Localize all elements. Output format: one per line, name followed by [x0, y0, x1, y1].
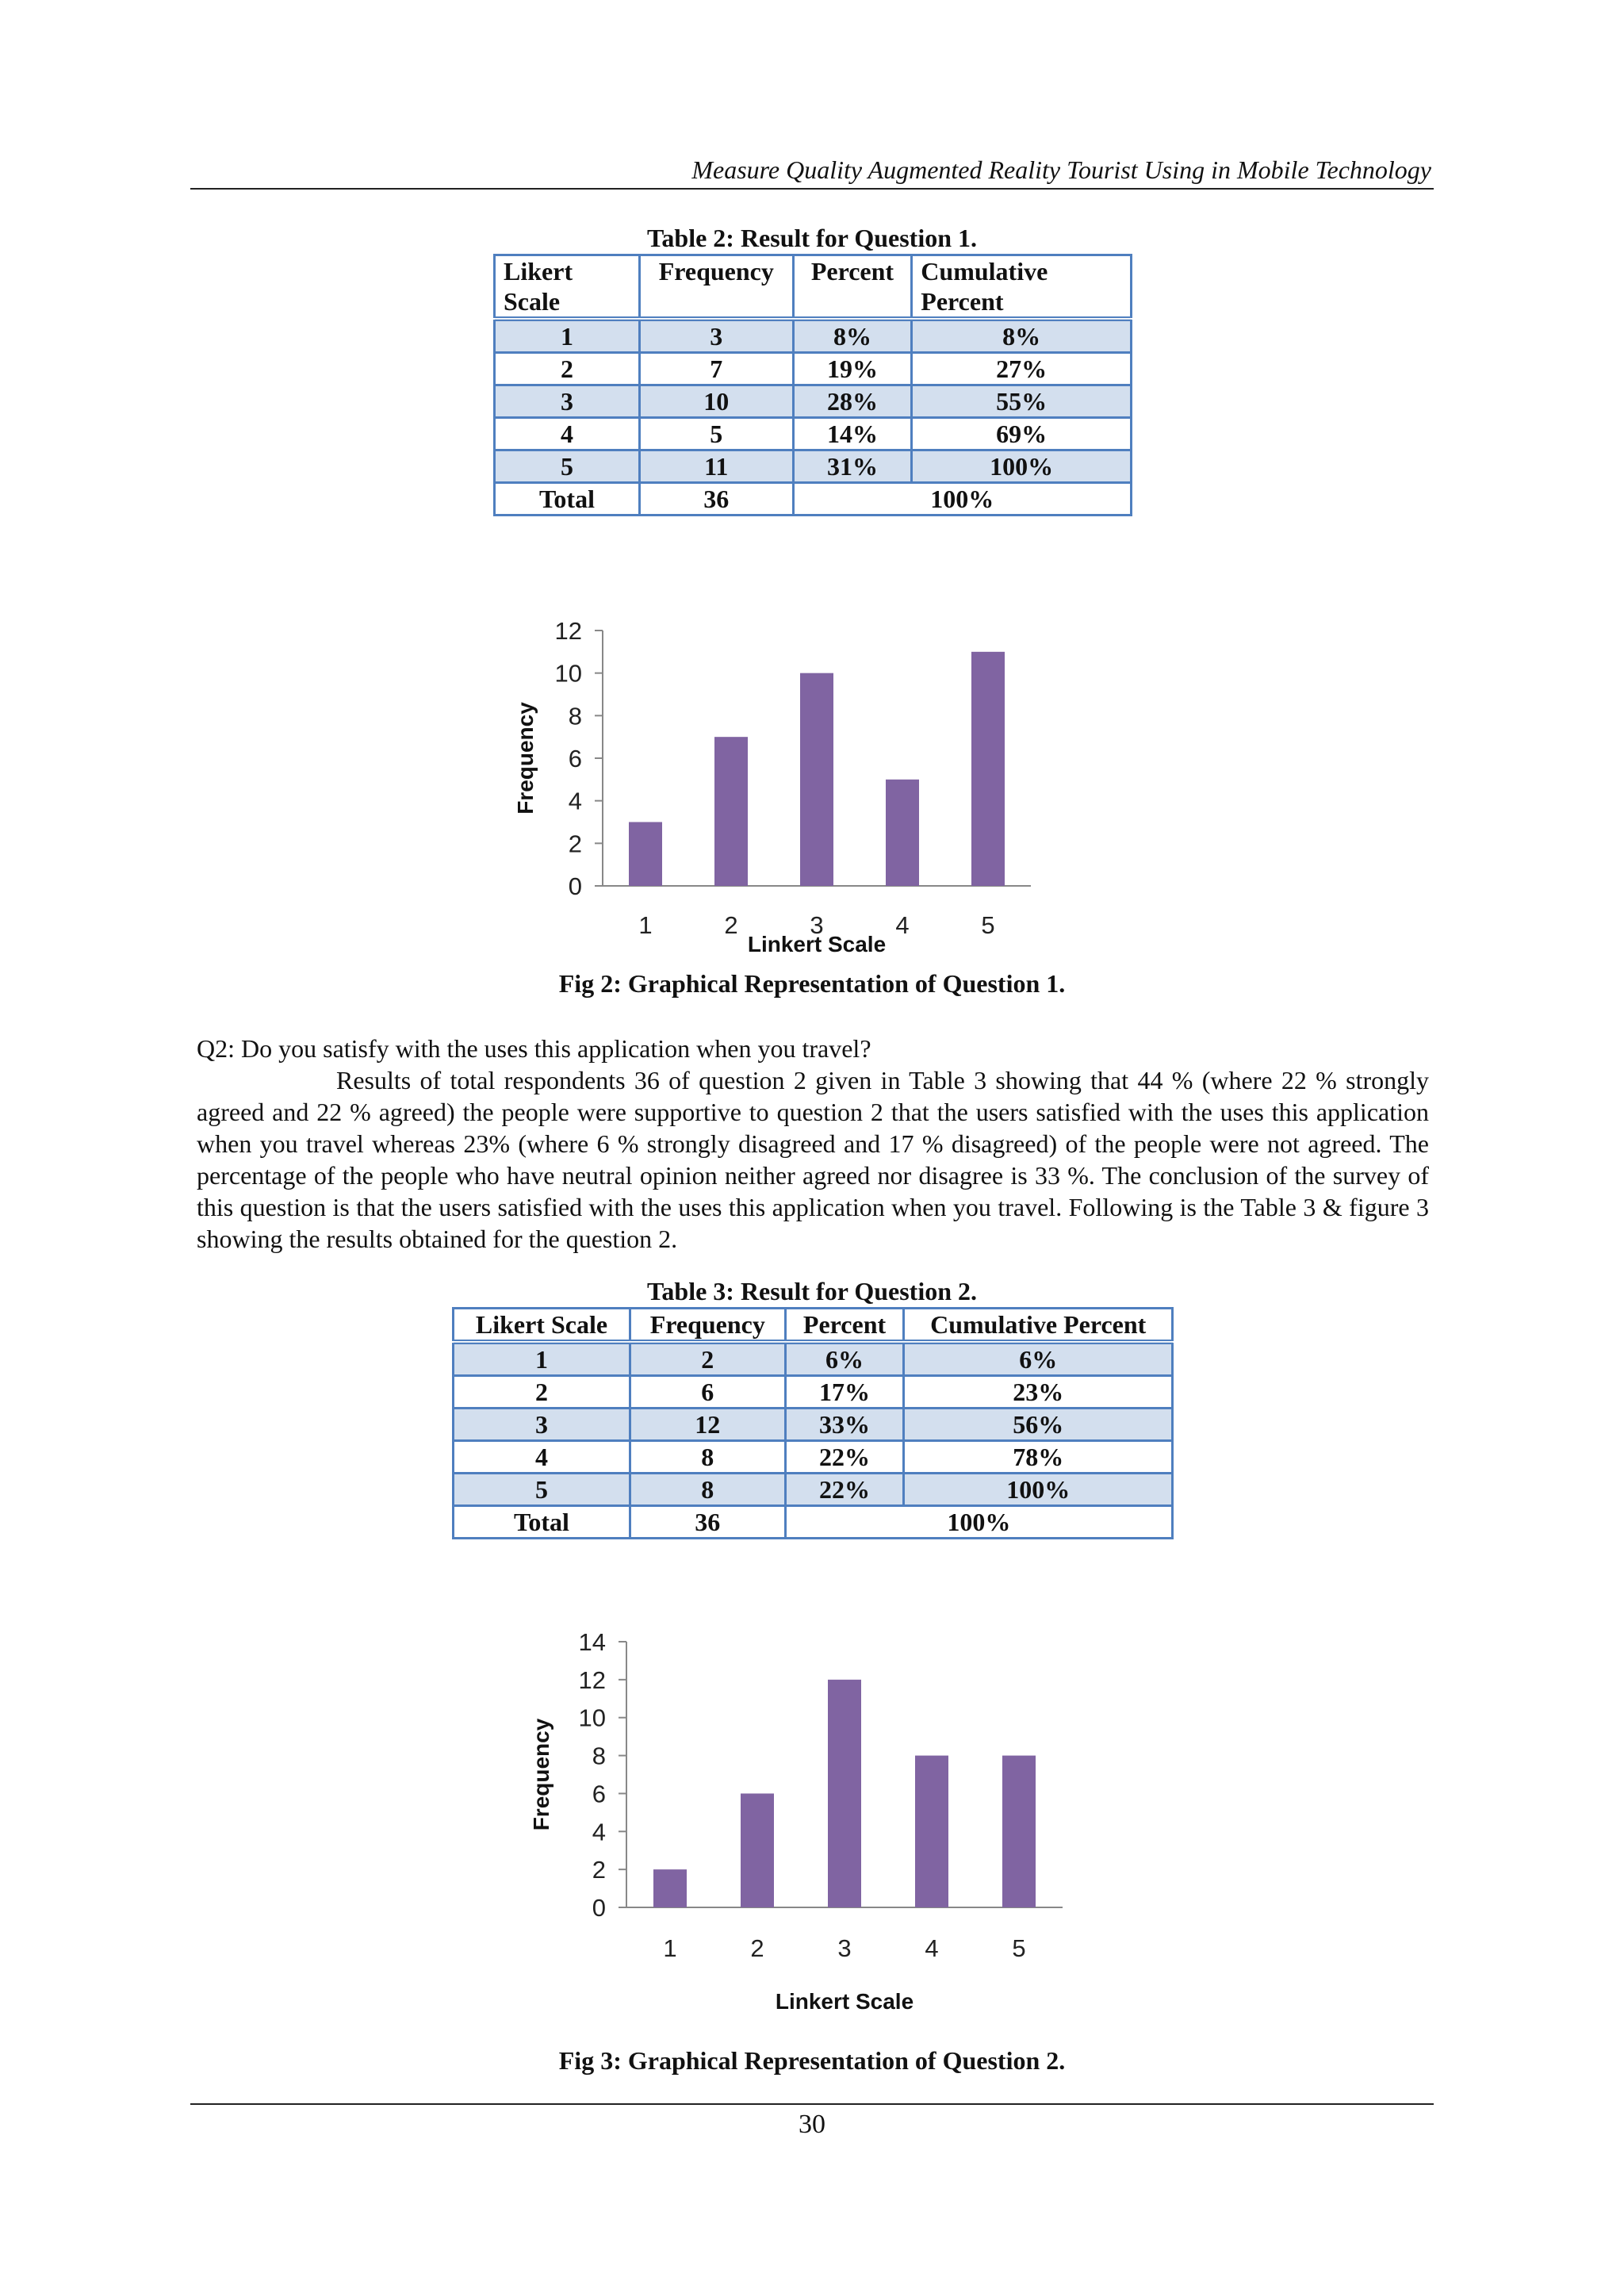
table-cell: 11	[639, 450, 793, 483]
table-row	[495, 353, 1132, 385]
bar-5	[971, 652, 1005, 886]
x-axis-title: Linkert Scale	[775, 1989, 914, 2014]
y-axis-title: Frequency	[513, 702, 538, 815]
fig3-caption: Fig 3: Graphical Representation of Question 2.	[558, 2046, 1066, 2075]
table-cell: 69%	[912, 418, 1132, 450]
bar-1	[629, 822, 662, 887]
table-cell: 8	[630, 1441, 785, 1474]
y-tick-label: 0	[592, 1894, 606, 1922]
y-tick-label: 14	[578, 1628, 606, 1656]
y-tick-label: 6	[568, 745, 582, 772]
table-cell: 3	[495, 385, 640, 418]
table-total-row	[495, 483, 1132, 516]
question2-heading: Q2: Do you satisfy with the uses this application when you travel?	[197, 1034, 871, 1063]
y-tick-label: 8	[592, 1742, 606, 1770]
table3	[452, 1307, 1174, 1539]
table-cell: 2	[454, 1376, 630, 1409]
footer-rule	[190, 2103, 1434, 2105]
bar-2	[714, 737, 748, 886]
x-tick-label: 2	[724, 911, 738, 939]
table-row	[454, 1376, 1173, 1409]
table-cell: 100%	[904, 1474, 1173, 1506]
y-tick-label: 12	[578, 1665, 606, 1694]
table-cell: 19%	[793, 353, 912, 385]
y-tick-label: 12	[554, 617, 582, 645]
table-cell: 7	[639, 353, 793, 385]
table-cell: 6	[630, 1376, 785, 1409]
table-row	[454, 1409, 1173, 1441]
table-cell: 22%	[785, 1474, 904, 1506]
table-cell: 4	[495, 418, 640, 450]
x-tick-label: 3	[837, 1934, 852, 1962]
table-cell: 1	[495, 319, 640, 353]
x-tick-label: 2	[750, 1934, 764, 1962]
table-cell: 36	[639, 483, 793, 516]
table-row	[495, 450, 1132, 483]
table-cell: 4	[454, 1441, 630, 1474]
y-tick-label: 8	[568, 702, 582, 730]
table-cell: 22%	[785, 1441, 904, 1474]
table-cell: 100%	[793, 483, 1131, 516]
table-row	[454, 1342, 1173, 1376]
table-cell: 28%	[793, 385, 912, 418]
table3-header-cell: Percent	[785, 1309, 904, 1343]
table-cell: 2	[495, 353, 640, 385]
bar-3	[800, 673, 833, 886]
x-tick-label: 4	[925, 1934, 939, 1962]
table-cell: 12	[630, 1409, 785, 1441]
table-cell: 8	[630, 1474, 785, 1506]
table-cell: 2	[630, 1342, 785, 1376]
y-tick-label: 2	[568, 830, 582, 858]
table-cell: 23%	[904, 1376, 1173, 1409]
bar-4	[915, 1756, 948, 1907]
y-tick-label: 4	[592, 1818, 606, 1846]
x-tick-label: 1	[638, 911, 653, 939]
table-row	[495, 319, 1132, 353]
fig2-caption: Fig 2: Graphical Representation of Question 1.	[558, 969, 1066, 998]
table-cell: 27%	[912, 353, 1132, 385]
table-cell: 17%	[785, 1376, 904, 1409]
y-tick-label: 0	[568, 872, 582, 900]
table-cell: Total	[495, 483, 640, 516]
table-cell: 5	[454, 1474, 630, 1506]
table-cell: 55%	[912, 385, 1132, 418]
page-number: 30	[799, 2110, 825, 2139]
x-axis-title: Linkert Scale	[747, 932, 887, 956]
table-cell: 6%	[785, 1342, 904, 1376]
table-cell: 6%	[904, 1342, 1173, 1376]
fig3-bar-chart	[508, 1618, 1078, 2030]
x-tick-label: 4	[895, 911, 910, 939]
table-cell: 56%	[904, 1409, 1173, 1441]
table2-header-cell: Likert Scale	[495, 255, 640, 320]
y-tick-label: 10	[554, 659, 582, 688]
table-cell: 10	[639, 385, 793, 418]
y-tick-label: 10	[578, 1704, 606, 1732]
table-cell: 5	[495, 450, 640, 483]
table-total-row	[454, 1506, 1173, 1539]
question2-body: Results of total respondents 36 of question 2 given in Table 3 showing that 44 % (where 22 % strongly agreed and 22 % agreed) the people were supportive to question 2 that the users satisfied with the uses this application when you travel whereas 23% (where 6 % strongly disagreed and 17 % disagreed) of the people were not agreed. The percentage of the people who have neutral opinion neither agreed nor disagree is 33 %. The conclusion of the survey of this question is that the users satisfied with the uses this application when you travel. Following is the Table 3 & figure 3 showing the results obtained for the question 2.	[197, 1066, 1429, 1253]
header-rule	[190, 188, 1434, 190]
bar-5	[1002, 1756, 1036, 1907]
table-row	[454, 1474, 1173, 1506]
table-cell: 5	[639, 418, 793, 450]
x-tick-label: 1	[663, 1934, 677, 1962]
table2-caption: Table 2: Result for Question 1.	[646, 224, 978, 252]
question2-text	[197, 1033, 1429, 1255]
bar-3	[828, 1680, 861, 1907]
table-cell: 78%	[904, 1441, 1173, 1474]
y-axis-title: Frequency	[529, 1718, 553, 1831]
table-cell: 3	[454, 1409, 630, 1441]
table2-header-cell: Frequency	[639, 255, 793, 320]
x-tick-label: 5	[981, 911, 995, 939]
y-tick-label: 4	[568, 787, 582, 815]
table3-caption: Table 3: Result for Question 2.	[646, 1277, 978, 1305]
table-cell: Total	[454, 1506, 630, 1539]
fig2-bar-chart	[492, 611, 1063, 968]
table3-header-cell: Frequency	[630, 1309, 785, 1343]
table2-header-cell: Cumulative Percent	[912, 255, 1132, 320]
table2	[493, 254, 1132, 516]
bar-4	[886, 780, 919, 886]
x-tick-label: 3	[810, 911, 824, 939]
running-header: Measure Quality Augmented Reality Tourist Using in Mobile Technology	[691, 155, 1431, 184]
table-cell: 14%	[793, 418, 912, 450]
table3-header-cell: Cumulative Percent	[904, 1309, 1173, 1343]
table-cell: 100%	[912, 450, 1132, 483]
x-tick-label: 5	[1012, 1934, 1026, 1962]
table2-header-cell: Percent	[793, 255, 912, 320]
table-cell: 100%	[785, 1506, 1172, 1539]
table2-header-row	[495, 255, 1132, 320]
table-row	[495, 385, 1132, 418]
table-cell: 33%	[785, 1409, 904, 1441]
table-cell: 8%	[912, 319, 1132, 353]
y-tick-label: 6	[592, 1780, 606, 1808]
table-cell: 31%	[793, 450, 912, 483]
table-cell: 36	[630, 1506, 785, 1539]
table-cell: 8%	[793, 319, 912, 353]
y-tick-label: 2	[592, 1856, 606, 1884]
table-cell: 1	[454, 1342, 630, 1376]
bar-2	[741, 1793, 774, 1907]
table3-header-row	[454, 1309, 1173, 1343]
table-row	[454, 1441, 1173, 1474]
table-row	[495, 418, 1132, 450]
table3-header-cell: Likert Scale	[454, 1309, 630, 1343]
table-cell: 3	[639, 319, 793, 353]
bar-1	[653, 1869, 687, 1907]
